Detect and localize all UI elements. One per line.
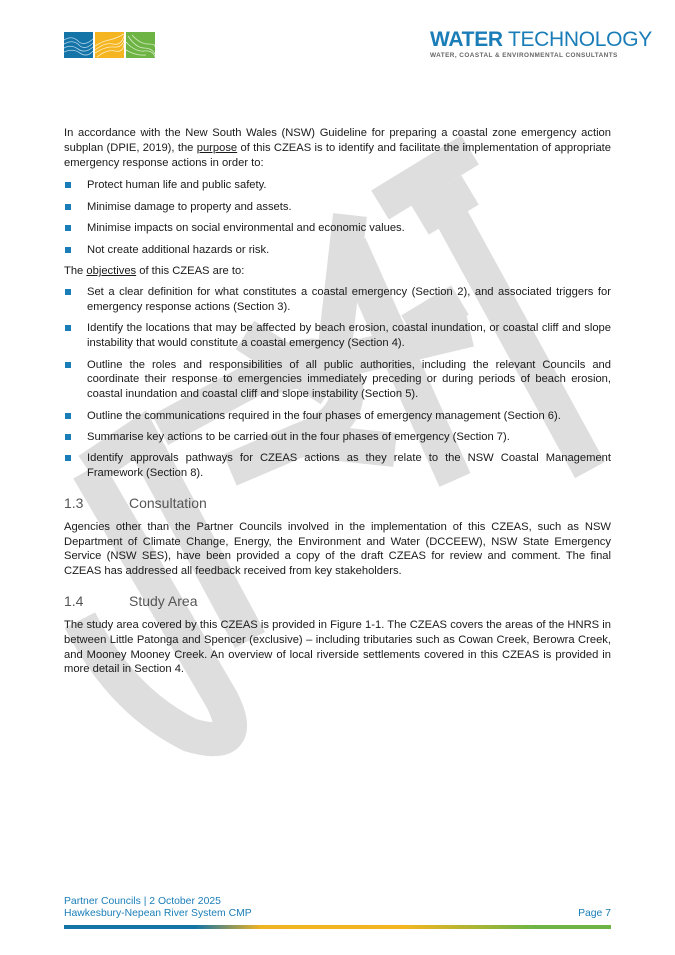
list-item-text: Identify approvals pathways for CZEAS actions as they relate to the NSW Coastal Management Framework (Section 8). xyxy=(87,452,611,480)
section-heading-study-area xyxy=(64,593,611,609)
list-item-text: Outline the communications required in the four phases of emergency management (Section 6). xyxy=(87,409,561,422)
yellow-coast-tile-icon xyxy=(95,32,124,58)
list-item-text: Set a clear definition for what constitutes a coastal emergency (Section 2), and associated triggers for emergency response actions (Section 3). xyxy=(87,286,611,313)
purpose-list xyxy=(64,178,611,257)
brand-name-bold: WATER xyxy=(430,28,503,51)
square-bullet-icon xyxy=(65,247,71,253)
list-item-text: Not create additional hazards or risk. xyxy=(87,243,270,256)
list-item-text: Minimise impacts on social environmental and economic values. xyxy=(87,222,405,235)
footer-gradient-bar xyxy=(64,925,611,929)
section-title: Study Area xyxy=(129,593,198,610)
water-technology-logo xyxy=(430,29,652,59)
objectives-list xyxy=(64,285,611,481)
square-bullet-icon xyxy=(65,362,71,368)
list-item-text: Identify the locations that may be affected by beach erosion, coastal inundation, or coastal cliff and slope instability that would constitute a coastal emergency (Section 4). xyxy=(87,322,611,350)
square-bullet-icon xyxy=(65,434,71,440)
study-area-paragraph: The study area covered by this CZEAS is provided in Figure 1-1. The CZEAS covers the areas of the HNRS in between Little Patonga and Spencer (exclusive) – including tributaries such as Cowan Creek, Berowra Creek, and Mooney Mooney Creek. An overview of local riverside settlements covered in this CZEAS is provided in more detail in Section 4. xyxy=(64,619,611,676)
brand-name xyxy=(430,29,652,51)
objectives-text-after: of this CZEAS are to: xyxy=(136,264,245,277)
list-item xyxy=(64,451,611,481)
list-item xyxy=(64,409,611,424)
list-item-text: Outline the roles and responsibilities of all public authorities, including the relevant Councils and coordinate their response to emergencies immediately preceding or during periods of beach erosion, coastal inundation and coastal cliff and slope instability (Section 5). xyxy=(87,358,611,401)
list-item xyxy=(64,221,611,236)
intro-text-after: of this CZEAS is to identify and facilitate the implementation of appropriate emergency response actions in order to: xyxy=(64,141,612,169)
list-item-text: Minimise damage to property and assets. xyxy=(87,200,292,213)
blue-water-tile-icon xyxy=(64,32,93,58)
intro-text-before: In accordance with the New South Wales (NSW) Guideline for preparing a coastal zone emergency action subplan (DPIE, 2019), the xyxy=(64,127,611,154)
footer-project-name: Hawkesbury-Nepean River System CMP xyxy=(64,908,252,919)
list-item-text: Protect human life and public safety. xyxy=(87,179,267,192)
square-bullet-icon xyxy=(65,455,71,461)
list-item xyxy=(64,430,611,445)
list-item xyxy=(64,285,611,315)
consultation-paragraph: Agencies other than the Partner Councils involved in the implementation of this CZEAS, such as NSW Department of Climate Change, Energy, the Environment and Water (DCCEEW), NSW State Emergency Service (NSW SES), have been provided a copy of the draft CZEAS for review and comment. The final CZEAS has addressed all feedback received from key stakeholders. xyxy=(64,520,611,578)
objectives-underlined: objectives xyxy=(86,264,137,277)
purpose-underlined: purpose xyxy=(196,141,238,154)
brand-tagline: WATER, COASTAL & ENVIRONMENTAL CONSULTANTS xyxy=(430,52,618,59)
company-logo-tiles xyxy=(64,32,155,58)
square-bullet-icon xyxy=(65,413,71,419)
square-bullet-icon xyxy=(65,182,71,188)
section-number: 1.3 xyxy=(64,494,84,511)
intro-paragraph xyxy=(64,126,611,170)
section-title: Consultation xyxy=(129,494,207,511)
section-heading-consultation xyxy=(64,495,611,511)
square-bullet-icon xyxy=(65,325,71,331)
objectives-text-before: The xyxy=(64,264,87,277)
brand-name-light: TECHNOLOGY xyxy=(507,28,652,51)
document-body xyxy=(64,126,611,677)
list-item xyxy=(64,321,611,351)
section-number: 1.4 xyxy=(64,593,84,610)
list-item xyxy=(64,178,611,193)
square-bullet-icon xyxy=(65,225,71,231)
list-item xyxy=(64,358,611,402)
objectives-intro xyxy=(64,264,611,279)
list-item xyxy=(64,243,611,258)
list-item-text: Summarise key actions to be carried out in the four phases of emergency (Section 7). xyxy=(87,430,510,443)
page-footer xyxy=(64,896,611,920)
footer-client-date: Partner Councils | 2 October 2025 xyxy=(64,896,221,907)
page-number: Page 7 xyxy=(578,908,611,919)
green-environment-tile-icon xyxy=(126,32,155,58)
square-bullet-icon xyxy=(65,204,71,210)
list-item xyxy=(64,200,611,215)
square-bullet-icon xyxy=(65,289,71,295)
